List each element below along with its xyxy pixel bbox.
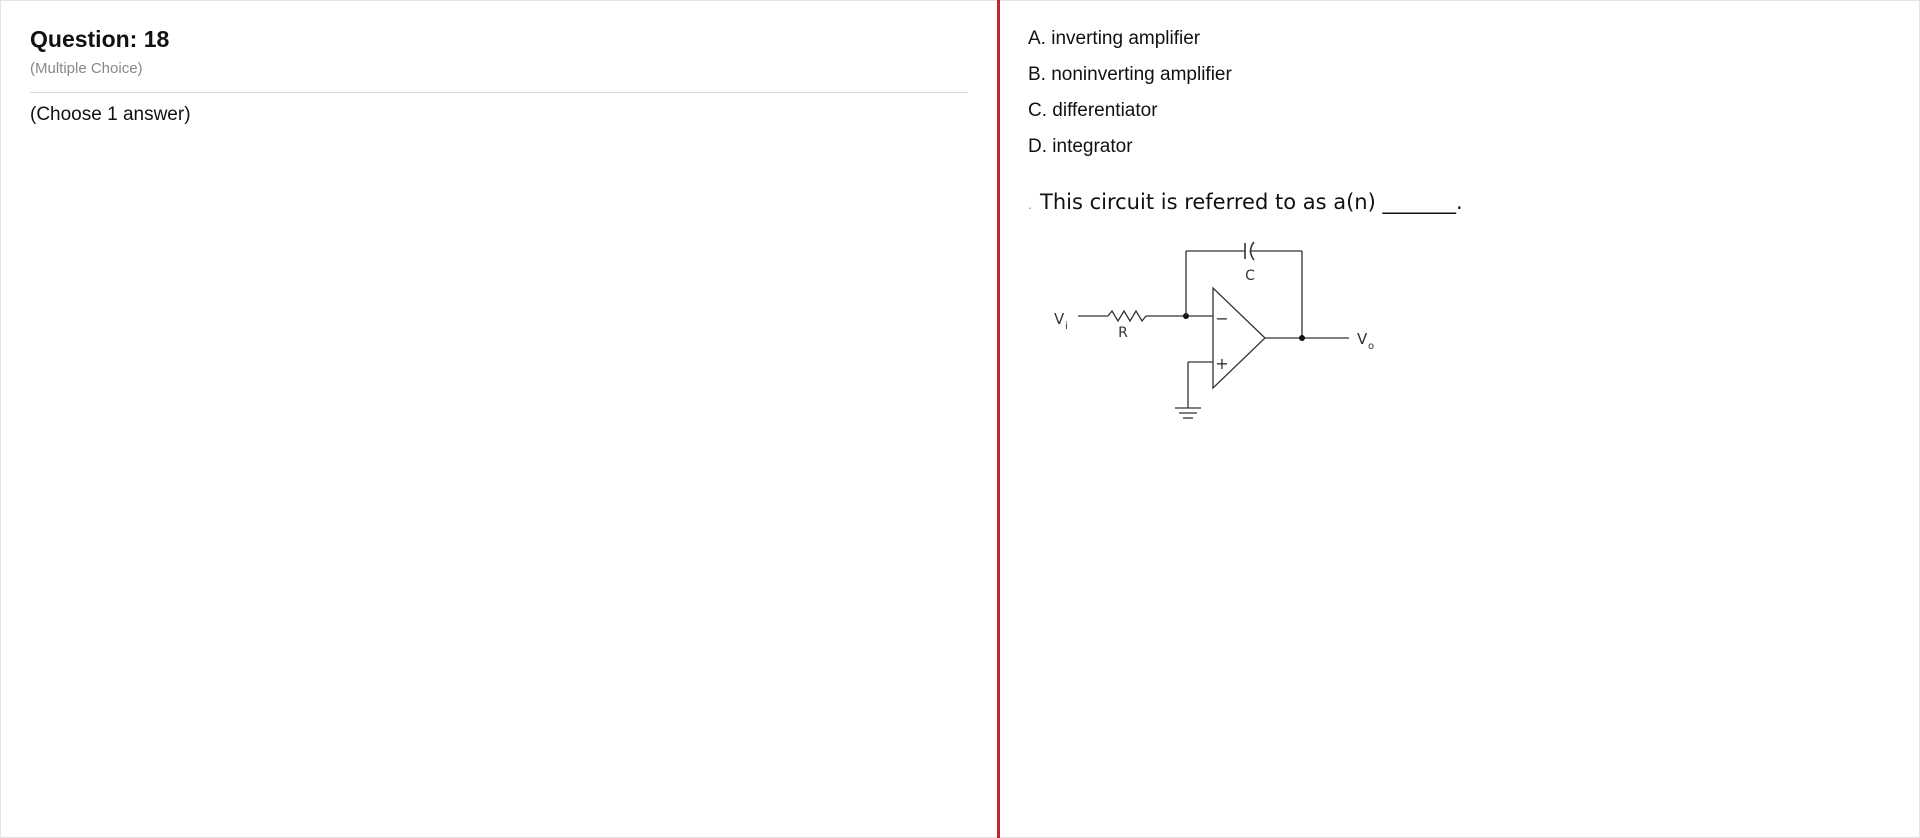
question-type-label: (Multiple Choice) <box>30 60 143 77</box>
choice-b[interactable]: B. noninverting amplifier <box>1028 64 1232 85</box>
resistor-label: R <box>1118 325 1128 341</box>
resistor-symbol <box>1108 311 1146 321</box>
answer-instruction: (Choose 1 answer) <box>30 104 191 125</box>
op-amp-integrator-circuit-diagram <box>1052 234 1392 434</box>
output-voltage-subscript: o <box>1368 341 1375 352</box>
question-stem-text: This circuit is referred to as a(n) _______. <box>1040 190 1463 214</box>
stem-marker: . <box>1028 196 1032 212</box>
inverting-input-sign: − <box>1215 309 1229 328</box>
op-amp-symbol <box>1213 288 1265 388</box>
answer-choices <box>1028 26 1232 170</box>
input-voltage-subscript: i <box>1065 321 1068 332</box>
question-content-pane <box>1000 0 1920 838</box>
question-stem <box>1028 190 1463 214</box>
choice-c[interactable]: C. differentiator <box>1028 100 1158 121</box>
input-voltage-label: V <box>1054 310 1065 328</box>
output-junction-node <box>1299 335 1305 341</box>
choice-d[interactable]: D. integrator <box>1028 136 1133 157</box>
noninverting-input-sign: + <box>1215 354 1229 373</box>
choice-a[interactable]: A. inverting amplifier <box>1028 28 1201 49</box>
output-voltage-label: V <box>1357 330 1368 348</box>
header-divider <box>30 92 968 93</box>
capacitor-label: C <box>1245 268 1255 284</box>
question-title: Question: 18 <box>30 26 170 52</box>
